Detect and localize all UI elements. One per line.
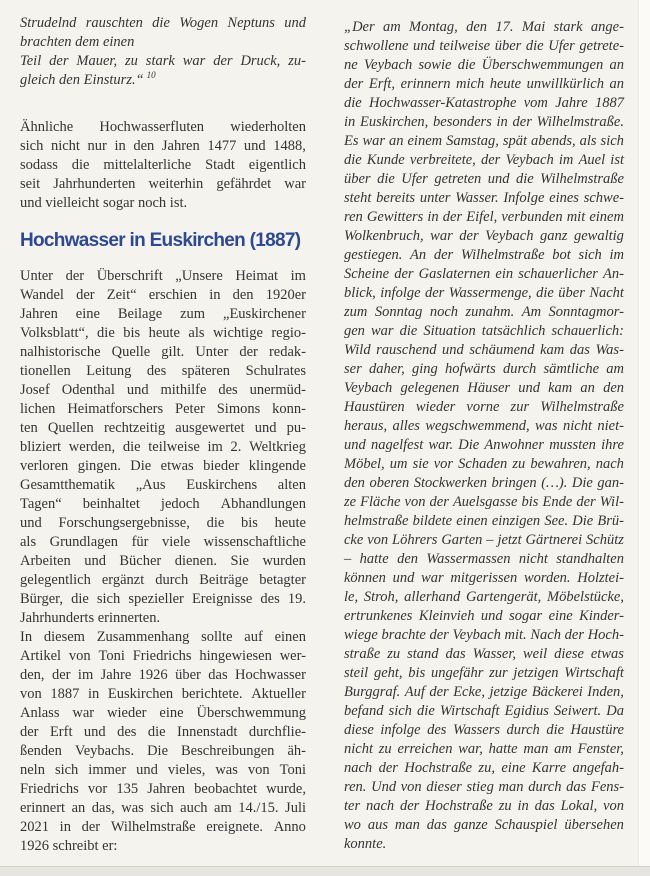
- text-line: ser daher, ging hofwärts durch sämtliche am: [344, 361, 624, 377]
- text-line: Artikel von Toni Friedrichs hingewiesen wer-: [20, 648, 306, 664]
- text-line: als Grundlagen für viele wissenschaftliche: [20, 534, 306, 550]
- text-line: Strudelnd rauschten die Wogen Neptuns und: [20, 15, 306, 31]
- text-line: und Forschungsergebnisse, die bis heute: [20, 515, 306, 531]
- text-line: verloren gingen. Die etwas bieder klingende: [20, 458, 306, 474]
- text-line: nalhistorische Quelle gilt. Unter der redak-: [20, 344, 306, 360]
- text-line: ne Veybach sowie die Überschwemmungen an: [344, 57, 624, 73]
- text-line: gleich den Einsturz.“ $^{10}$: [20, 70, 156, 88]
- text-line: ßenden Veybachs. Die Beschreibungen äh-: [20, 743, 306, 759]
- text-line: steil geht, bis ungefähr zur jetzigen Wirtschaft: [344, 665, 624, 681]
- right-text-column: [344, 18, 624, 854]
- text-line: über die Ufer getreten und die Wilhelmstraße: [344, 171, 624, 187]
- text-line: gestiegen. An der Wilhelmstraße bot sich im: [344, 247, 624, 263]
- text-line: Teil der Mauer, zu stark war der Druck, zu-: [20, 53, 306, 69]
- text-line: Wolkenbruch, war der Veybach ganz gewaltig: [344, 228, 624, 244]
- text-line: ten Quellen rechtzeitig ausgewertet und pu-: [20, 420, 306, 436]
- text-line: Jahren eine Beilage zum „Euskirchener: [20, 306, 306, 322]
- paragraph-friedrichs: [20, 628, 306, 856]
- text-line: Jahrhunderts erinnerten.: [20, 610, 161, 626]
- text-line: heraus, alles wegschwemmend, was nicht niet-: [344, 418, 624, 434]
- text-line: und vielleicht sogar noch ist.: [20, 195, 188, 211]
- text-line: ren. Und von dieser stieg man durch das Fens-: [344, 779, 624, 795]
- text-line: „Der am Montag, den 17. Mai stark ange-: [344, 19, 624, 35]
- text-line: blick, infolge der Wassermenge, die über Nacht: [344, 285, 624, 301]
- text-line: die Hochwasser-Katastrophe vom Jahre 1887: [344, 95, 624, 111]
- text-line: Veybach gelegenen Häuser und kam an den: [344, 380, 624, 396]
- text-line: gelegentlich ergänzt durch Beiträge betagter: [20, 572, 306, 588]
- text-line: Es war an einem Samstag, spät abends, als sich: [344, 133, 624, 149]
- text-line: Möbel, um sie vor Schaden zu bewahren, nach: [344, 456, 624, 472]
- text-line: der Erft und des die Innenstadt durchflie-: [20, 724, 306, 740]
- text-line: Wandel der Zeit“ erschien in den 1920er: [20, 287, 306, 303]
- text-line: ter nach der Hochstraße zu in das Lokal, von: [344, 798, 624, 814]
- text-line: cke von Löhrers Garten – jetzt Gärtnerei Schütz: [344, 532, 624, 548]
- text-line: Friedrichs vor 135 Jahren beobachtet wurde,: [20, 781, 306, 797]
- text-line: seit Jahrhunderten weiterhin gefährdet war: [20, 176, 306, 192]
- text-line: Bürger, die sich spezieller Ereignisse des 19.: [20, 591, 306, 607]
- text-line: Arbeiten und Bücher dienen. Sie wurden: [20, 553, 306, 569]
- text-line: können und war mitgerissen worden. Holztei-: [344, 570, 624, 586]
- text-line: bliziert werden, die teilweise im 2. Weltkrieg: [20, 439, 306, 455]
- text-line: ren Gewitters in der Eifel, verbunden mit einem: [344, 209, 624, 225]
- text-line: zum Sonntag noch zunahm. Am Sonntagmor-: [344, 304, 624, 320]
- text-line: in Euskirchen, besonders in der Wilhelmstraße.: [344, 114, 624, 130]
- text-line: befand sich die Wirtschaft Egidius Seiwert. Da: [344, 703, 624, 719]
- text-line: – hatte den Wassermassen nicht standhalten: [344, 551, 624, 567]
- text-line: helmstraße bildete einen einzigen See. Die Brü-: [344, 513, 624, 529]
- text-line: konnte.: [344, 836, 387, 852]
- text-line: Ähnliche Hochwasserfluten wiederholten: [20, 119, 306, 135]
- text-line: wiege brachte der Veybach mit. Nach der Hoch-: [344, 627, 624, 643]
- text-line: Scheine der Gaslaternen ein schauerlicher An-: [344, 266, 624, 282]
- text-line: neln sich immer und vieles, was von Toni: [20, 762, 306, 778]
- text-line: Burggraf. Auf der Ecke, jetzige Bäckerei Inden,: [344, 684, 624, 700]
- left-text-column: [20, 14, 306, 856]
- text-line: brachten dem einen: [20, 34, 135, 50]
- text-line: ertrunkenes Kleinvieh und sogar eine Kinder-: [344, 608, 624, 624]
- section-heading: Hochwasser in Euskirchen (1887): [20, 230, 301, 251]
- text-line: die Kunde verbreitete, der Veybach im Auel ist: [344, 152, 624, 168]
- text-line: nicht zu erreichen war, hatte man am Fenster,: [344, 741, 624, 757]
- intro-paragraph: [20, 118, 306, 213]
- text-line: nach der Hochstraße zu, eine Karre angefah-: [344, 760, 624, 776]
- text-line: von 1887 in Euskirchen berichtete. Aktueller: [20, 686, 306, 702]
- text-line: und nagelfest war. Die Anwohner mussten ihre: [344, 437, 624, 453]
- text-line: sodass die mittelalterliche Stadt eigentlich: [20, 157, 306, 173]
- paragraph-volksblatt: [20, 267, 306, 628]
- text-line: Josef Odenthal und mithilfe des unermüd-: [20, 382, 306, 398]
- text-line: steht bereits unter Wasser. Infolge eines schwe-: [344, 190, 624, 206]
- text-line: Tagen“ beinhaltet jedoch Abhandlungen: [20, 496, 306, 512]
- text-line: Haustüren wieder vorne zur Wilhelmstraße: [344, 399, 624, 415]
- text-line: In diesem Zusammenhang sollte auf einen: [20, 629, 306, 645]
- text-line: ze Fläche von der Auelsgasse bis Ende der Wil-: [344, 494, 624, 510]
- friedrichs-1926-quote: [344, 18, 624, 854]
- footnote-marker: 10: [146, 70, 156, 81]
- text-line: der Erft, erinnern mich heute unwillkürlich an: [344, 76, 624, 92]
- text-line: 1926 schreibt er:: [20, 838, 118, 854]
- text-line: wo aus man das ganze Schauspiel übersehen: [344, 817, 624, 833]
- opening-verse-quote: [20, 14, 306, 90]
- text-line: le, Stroh, allerhand Gartengerät, Möbelstücke,: [344, 589, 624, 605]
- text-line: diese infolge des Wassers durch die Haustüre: [344, 722, 624, 738]
- text-line: erinnert an das, was sich auch am 14./15. Juli: [20, 800, 306, 816]
- text-line: gen war die Situation tatsächlich schauerlich:: [344, 323, 624, 339]
- text-line: sich nicht nur in den Jahren 1477 und 1488,: [20, 138, 306, 154]
- text-line: schwollene und teilweise über die Ufer getrete-: [344, 38, 624, 54]
- page-scan-right-edge: [638, 0, 650, 876]
- text-line: den, der im Jahre 1926 über das Hochwasser: [20, 667, 306, 683]
- text-line: tionellen Leitung des späteren Schulrates: [20, 363, 306, 379]
- text-line: Wild rauschend und schäumend kam das Was-: [344, 342, 624, 358]
- text-line: 2021 in der Wilhelmstraße ereignete. Anno: [20, 819, 306, 835]
- text-line: straße zu stand das Wasser, weil diese etwas: [344, 646, 624, 662]
- text-line: den oberen Stockwerken bringen (…). Die gan-: [344, 475, 624, 491]
- text-line: Unter der Überschrift „Unsere Heimat im: [20, 268, 306, 284]
- text-line: lichen Heimatforschers Peter Simons konn-: [20, 401, 306, 417]
- text-line: Volksblatt“, die bis heute als wichtige regio-: [20, 325, 306, 341]
- text-line: Anlass war wieder eine Überschwemmung: [20, 705, 306, 721]
- page-scan-bottom-edge: [0, 866, 650, 876]
- text-line: Gesamtthematik „Aus Euskirchens alten: [20, 477, 306, 493]
